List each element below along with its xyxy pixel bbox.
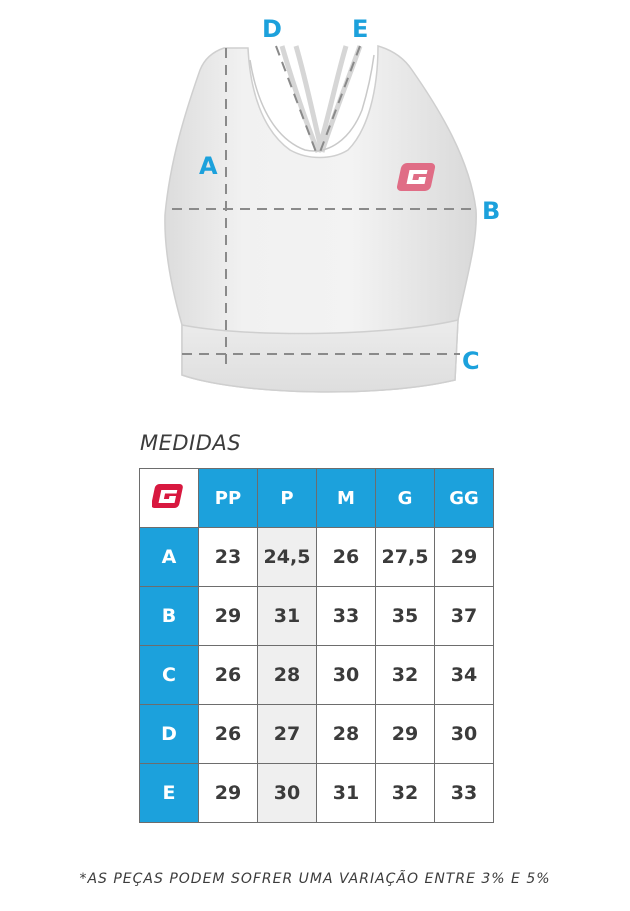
cell-d-p: 27 xyxy=(258,705,317,764)
label-e: E xyxy=(352,15,369,43)
cell-c-pp: 26 xyxy=(199,646,258,705)
label-d: D xyxy=(262,15,282,43)
cell-b-m: 33 xyxy=(317,587,376,646)
size-table-title: MEDIDAS xyxy=(140,431,242,455)
garment-measurement-diagram xyxy=(0,0,630,420)
table-logo-cell xyxy=(140,469,199,528)
size-header-row xyxy=(140,469,494,528)
cell-a-p: 24,5 xyxy=(258,528,317,587)
cell-c-gg: 34 xyxy=(435,646,494,705)
cell-e-p: 30 xyxy=(258,764,317,823)
cell-d-m: 28 xyxy=(317,705,376,764)
size-table xyxy=(139,468,494,823)
cell-d-g: 29 xyxy=(376,705,435,764)
variation-footnote: *AS PEÇAS PODEM SOFRER UMA VARIAÇÃO ENTRE 3% E 5% xyxy=(79,871,551,887)
cell-b-gg: 37 xyxy=(435,587,494,646)
row-label-c: C xyxy=(140,646,199,705)
label-b: B xyxy=(482,197,501,225)
size-header-gg: GG xyxy=(435,469,494,528)
brand-logo-icon xyxy=(152,482,186,510)
table-row-a xyxy=(140,528,494,587)
cell-a-gg: 29 xyxy=(435,528,494,587)
cell-a-g: 27,5 xyxy=(376,528,435,587)
cell-b-g: 35 xyxy=(376,587,435,646)
cell-a-pp: 23 xyxy=(199,528,258,587)
cell-c-p: 28 xyxy=(258,646,317,705)
size-header-m: M xyxy=(317,469,376,528)
cell-d-gg: 30 xyxy=(435,705,494,764)
size-header-pp: PP xyxy=(199,469,258,528)
garment-logo-icon xyxy=(396,163,436,191)
cell-e-m: 31 xyxy=(317,764,376,823)
size-header-p: P xyxy=(258,469,317,528)
size-header-g: G xyxy=(376,469,435,528)
sports-bra-illustration xyxy=(165,46,476,392)
cell-e-pp: 29 xyxy=(199,764,258,823)
table-row-d xyxy=(140,705,494,764)
cell-c-m: 30 xyxy=(317,646,376,705)
cell-c-g: 32 xyxy=(376,646,435,705)
row-label-d: D xyxy=(140,705,199,764)
row-label-e: E xyxy=(140,764,199,823)
label-a: A xyxy=(199,152,218,180)
table-row-b xyxy=(140,587,494,646)
row-label-b: B xyxy=(140,587,199,646)
cell-b-pp: 29 xyxy=(199,587,258,646)
cell-b-p: 31 xyxy=(258,587,317,646)
table-row-e xyxy=(140,764,494,823)
label-c: C xyxy=(462,347,480,375)
table-row-c xyxy=(140,646,494,705)
cell-d-pp: 26 xyxy=(199,705,258,764)
cell-a-m: 26 xyxy=(317,528,376,587)
row-label-a: A xyxy=(140,528,199,587)
cell-e-g: 32 xyxy=(376,764,435,823)
cell-e-gg: 33 xyxy=(435,764,494,823)
